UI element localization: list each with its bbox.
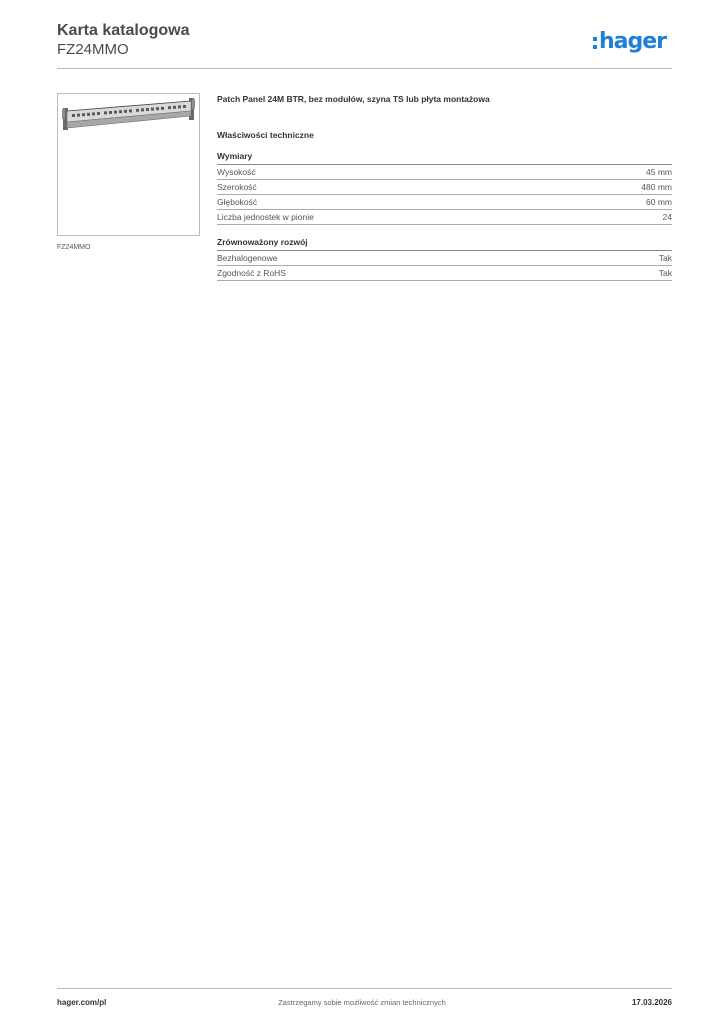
- logo-dots-icon: [593, 37, 597, 49]
- spec-value: 24: [662, 212, 672, 222]
- spec-value: Tak: [658, 268, 672, 278]
- footer-website-link[interactable]: hager.com/pl: [57, 998, 107, 1007]
- footer-divider: [57, 988, 672, 989]
- image-caption: FZ24MMO: [57, 244, 91, 251]
- spec-label: Zgodność z RoHS: [217, 268, 286, 278]
- spec-row: [217, 210, 672, 225]
- spec-value: Tak: [658, 253, 672, 263]
- spec-row: [217, 195, 672, 210]
- product-image-frame: [57, 93, 200, 236]
- spec-label: Szerokość: [217, 182, 257, 192]
- technical-properties-heading: Właściwości techniczne: [217, 130, 314, 140]
- spec-value: 45 mm: [646, 167, 672, 177]
- document-title: Karta katalogowa: [57, 22, 190, 39]
- spec-label: Liczba jednostek w pionie: [217, 212, 314, 222]
- spec-row: [217, 165, 672, 180]
- product-description: Patch Panel 24M BTR, bez modułów, szyna TS lub płyta montażowa: [217, 94, 490, 104]
- spec-row: [217, 251, 672, 266]
- spec-row: [217, 180, 672, 195]
- footer-date: 17.03.2026: [631, 998, 672, 1007]
- spec-label: Głębokość: [217, 197, 258, 207]
- spec-value: 480 mm: [641, 182, 672, 192]
- product-code: FZ24MMO: [57, 41, 129, 58]
- footer-notice: Zastrzegamy sobie możliwość zmian technicznych: [278, 998, 446, 1007]
- patch-panel-image: [58, 94, 199, 235]
- product-details: [217, 93, 672, 281]
- spec-row: [217, 266, 672, 281]
- dimensions-heading: Wymiary: [217, 150, 672, 165]
- header-divider: [57, 68, 672, 69]
- hager-logo[interactable]: [593, 28, 666, 56]
- sustainability-heading: Zrównoważony rozwój: [217, 236, 672, 251]
- spec-label: Bezhalogenowe: [217, 253, 278, 263]
- spec-value: 60 mm: [646, 197, 672, 207]
- logo-text: hager: [599, 29, 667, 54]
- spec-label: Wysokość: [217, 167, 256, 177]
